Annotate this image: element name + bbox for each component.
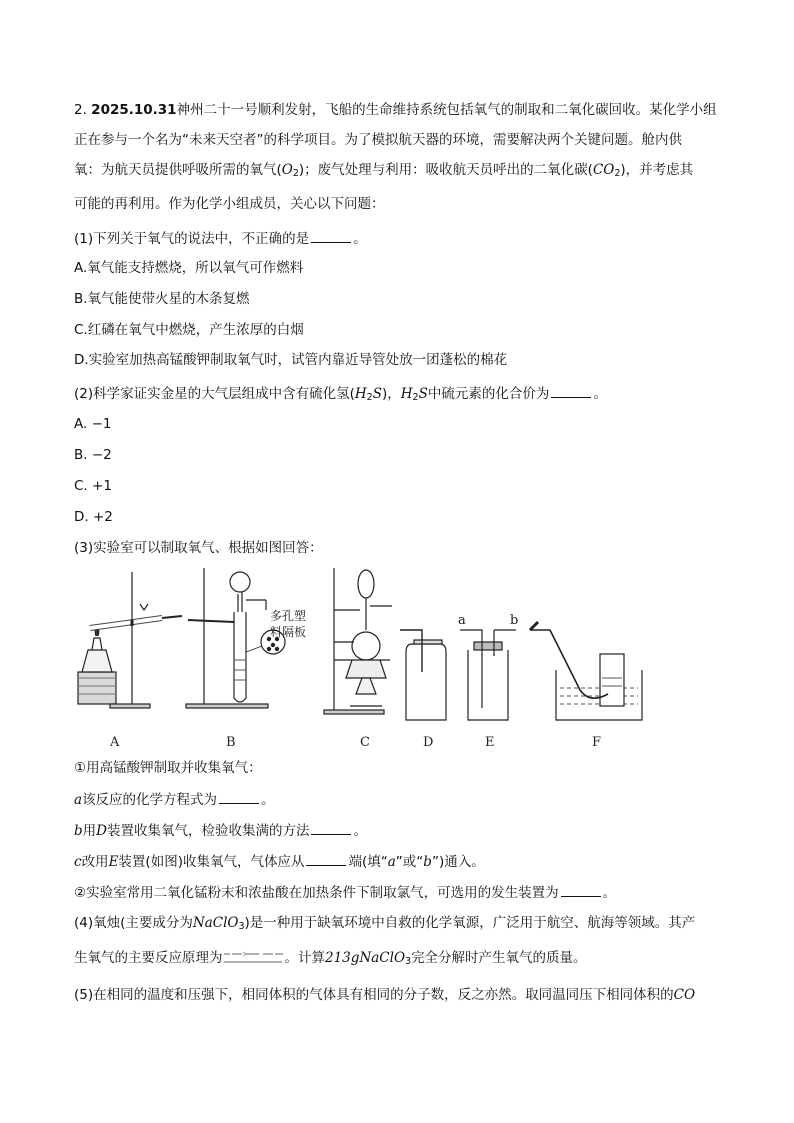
launch-date: 2025.10.31 bbox=[91, 102, 177, 118]
part-1-option-d: D.实验室加热高锰酸钾制取氧气时，试管内靠近导管处放一团蓬松的棉花 bbox=[74, 352, 508, 368]
part-5-line-1: (5)在相同的温度和压强下，相同体积的气体具有相同的分子数，反之亦然。取同温同压下相同体积的CO bbox=[74, 987, 696, 1003]
part-1-stem: (1)下列关于氧气的说法中，不正确的是 。 bbox=[74, 228, 367, 249]
answer-blank[interactable] bbox=[219, 789, 259, 804]
question-intro-line-4: 可能的再利用。作为化学小组成员，关心以下问题： bbox=[74, 196, 385, 212]
apparatus-f bbox=[530, 622, 642, 720]
answer-blank[interactable] bbox=[551, 383, 591, 398]
apparatus-a bbox=[78, 572, 182, 708]
part-1-option-a: A.氧气能支持燃烧，所以氧气可作燃料 bbox=[74, 260, 304, 276]
porous-shelf-note-1: 多孔塑 bbox=[270, 609, 307, 623]
part-4-line-1: (4)氧烛(主要成分为NaClO$_3$)是一种用于缺氧环境中自救的化学氧源，广泛用于航空、航海等领域。其产 bbox=[74, 915, 696, 932]
part-2-option-a: A. −1 bbox=[74, 416, 112, 432]
apparatus-d bbox=[400, 630, 446, 720]
apparatus-figure bbox=[70, 560, 720, 760]
part-1-option-b: B.氧气能使带火星的木条复燃 bbox=[74, 291, 250, 307]
part-3-sub-a: a该反应的化学方程式为 。 bbox=[74, 789, 275, 810]
apparatus-e bbox=[460, 630, 516, 720]
part-2-stem: (2)科学家证实金星的大气层组成中含有硫化氢$(H_2S)$，$H_2S$中硫元素的化合价为 。 bbox=[74, 383, 607, 408]
part-3-sub-1: ①用高锰酸钾制取并收集氧气： bbox=[74, 760, 262, 776]
question-intro-line-3: 氧：为航天员提供呼吸所需的氧气$(O_2)$；废气处理与利用：吸收航天员呼出的二氧化碳$(CO_2)$，并考虑其 bbox=[74, 162, 694, 179]
figure-label-a: A bbox=[110, 735, 120, 750]
figure-label-f: F bbox=[592, 735, 602, 750]
part-1-option-c: C.红磷在氧气中燃烧，产生浓厚的白烟 bbox=[74, 322, 304, 338]
figure-label-d: D bbox=[423, 735, 434, 750]
answer-blank[interactable] bbox=[311, 820, 351, 835]
answer-blank[interactable] bbox=[306, 851, 346, 866]
part-4-line-2: 生氧气的主要反应原理为 。计算213gNaClO$_3$完全分解时产生氧气的质量。 bbox=[74, 950, 587, 967]
answer-blank[interactable] bbox=[311, 228, 351, 243]
apparatus-diagram bbox=[70, 560, 720, 760]
port-label-a: a bbox=[458, 613, 466, 628]
question-intro-line-2: 正在参与一个名为“未来天空者”的科学项目。为了模拟航天器的环境，需要解决两个关键问题。舱内供 bbox=[74, 132, 682, 148]
figure-label-e: E bbox=[485, 735, 495, 750]
figure-label-b: B bbox=[226, 735, 236, 750]
port-label-b: b bbox=[510, 613, 519, 628]
part-3-sub-b: b用D装置收集氧气，检验收集满的方法 。 bbox=[74, 820, 367, 841]
porous-shelf-note-2: 料隔板 bbox=[270, 625, 307, 639]
figure-label-c: C bbox=[360, 735, 370, 750]
part-3-sub-c: c改用E装置(如图)收集氧气，气体应从 端(填“a”或“b”)通入。 bbox=[74, 851, 485, 872]
part-2-option-b: B. −2 bbox=[74, 447, 112, 463]
part-2-option-d: D. +2 bbox=[74, 509, 113, 525]
part-2-option-c: C. +1 bbox=[74, 478, 112, 494]
question-intro-line-1: 2. 2025.10.31神州二十一号顺利发射，飞船的生命维持系统包括氧气的制取和二氧化碳回收。某化学小组 bbox=[74, 102, 717, 118]
part-3-stem: (3)实验室可以制取氧气、根据如图回答： bbox=[74, 540, 323, 556]
apparatus-c bbox=[324, 568, 392, 714]
part-3-sub-2: ②实验室常用二氧化锰粉末和浓盐酸在加热条件下制取氯气，可选用的发生装置为 。 bbox=[74, 882, 616, 903]
answer-blank[interactable] bbox=[561, 882, 601, 897]
reaction-equation-image bbox=[223, 950, 285, 966]
